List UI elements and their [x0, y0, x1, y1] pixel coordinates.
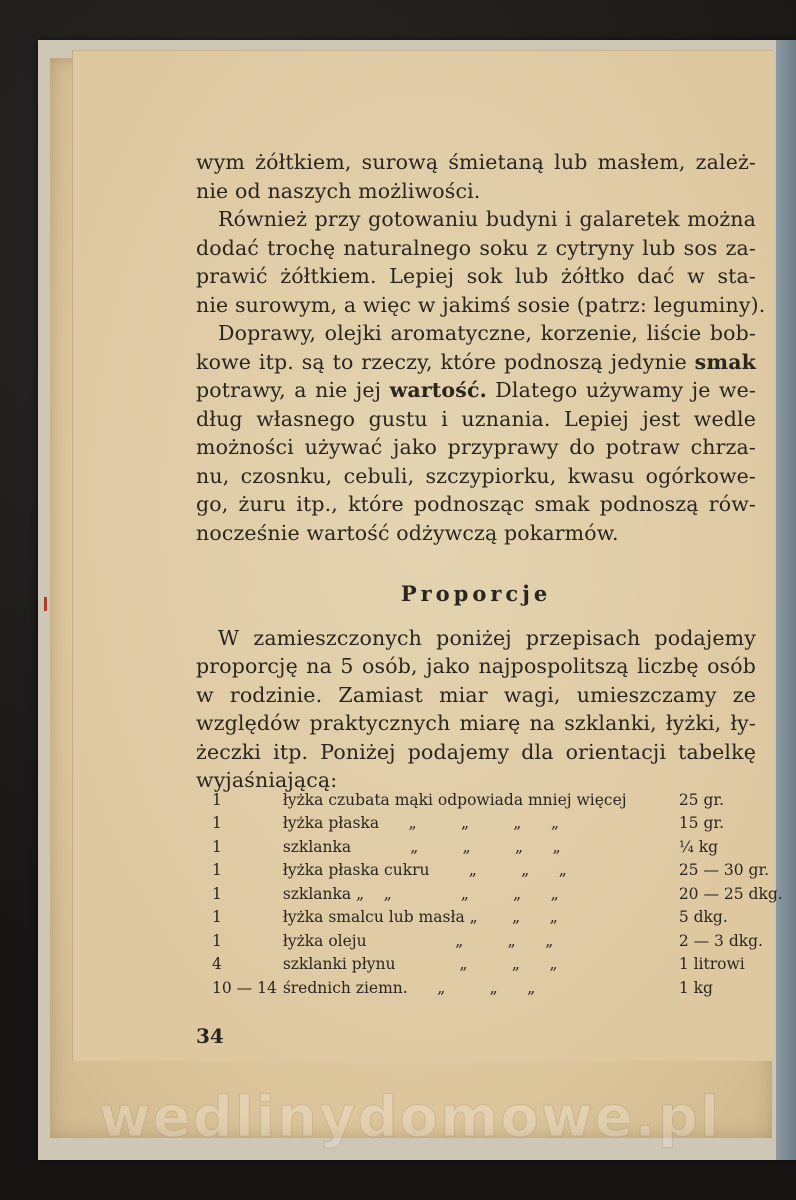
row-quantity: 1 [212, 814, 222, 833]
text-line: nu, czosnku, cebuli, szczypiorku, kwasu ogórkowe- [196, 463, 756, 488]
row-description: łyżka smalcu lub masła „ „ „ [282, 908, 558, 927]
text-fragment: Dlatego używamy je we- [486, 378, 756, 402]
row-amount: 15 gr. [678, 814, 725, 833]
page-number: 34 [196, 1024, 224, 1048]
row-description: szklanka „ „ „ „ [282, 837, 561, 856]
row-quantity: 1 [212, 790, 222, 809]
text-line: nie od naszych możliwości. [196, 178, 481, 203]
text-line: W zamieszczonych poniżej przepisach podajemy [218, 625, 756, 650]
emphasis-wartosc: wartość. [389, 378, 487, 402]
text-line: dodać trochę naturalnego soku z cytryny lub sos za- [196, 235, 756, 260]
row-amount: 2 — 3 dkg. [678, 931, 763, 950]
table-row [212, 906, 783, 930]
row-quantity: 4 [212, 955, 222, 974]
text-line [196, 376, 756, 405]
text-line: w rodzinie. Zamiast miar wagi, umieszczamy ze [196, 682, 756, 707]
row-quantity: 1 [212, 837, 222, 856]
row-amount: 25 — 30 gr. [678, 861, 770, 880]
text-line: możności używać jako przyprawy do potraw chrza- [196, 435, 756, 459]
row-description: łyżka płaska „ „ „ „ [282, 814, 560, 833]
row-amount: 1 kg [678, 978, 713, 997]
table-row [212, 929, 783, 953]
row-description: łyżka czubata mąki odpowiada mniej więcej [282, 790, 627, 809]
row-amount: 1 litrowi [678, 955, 745, 974]
text-line: żeczki itp. Poniżej podajemy dla orientacji tabelkę [196, 739, 756, 764]
table-row [212, 976, 783, 1000]
red-ink-mark [44, 597, 47, 611]
body-text [196, 148, 766, 795]
text-line: go, żuru itp., które podnosząc smak podnoszą rów- [196, 492, 756, 516]
text-line: względów praktycznych miarę na szklanki, łyżki, ły- [196, 711, 756, 735]
proportions-table [212, 788, 783, 1000]
text-line: nie surowym, a więc w jakimś sosie (patrz: leguminy). [196, 292, 766, 317]
text-line: wyjaśniającą: [196, 768, 338, 792]
text-line: nocześnie wartość odżywczą pokarmów. [196, 520, 619, 545]
table-row [212, 812, 783, 836]
text-fragment: kowe itp. są to rzeczy, które podnoszą jedynie [196, 349, 695, 374]
row-amount: 5 dkg. [678, 908, 728, 927]
row-description: średnich ziemn. „ „ „ [282, 978, 536, 997]
row-description: łyżka płaska cukru „ „ „ [282, 861, 567, 880]
emphasis-smak: smak [694, 349, 756, 374]
text-line: Doprawy, olejki aromatyczne, korzenie, liście bob- [218, 321, 756, 345]
text-line: Również przy gotowaniu budyni i galaretek można [218, 207, 756, 231]
section-heading: Proporcje [400, 581, 552, 606]
text-fragment: potrawy, a nie jej [196, 378, 390, 402]
watermark: wedlinydomowe.pl [98, 1085, 722, 1150]
row-description: szklanki płynu „ „ „ [282, 955, 558, 974]
text-line: wym żółtkiem, surową śmietaną lub masłem, zależ- [196, 150, 756, 174]
table-row [212, 788, 783, 812]
text-line: dług własnego gustu i uznania. Lepiej jest wedle [196, 406, 756, 431]
text-line [196, 348, 756, 377]
row-amount: 20 — 25 dkg. [678, 884, 783, 903]
row-description: szklanka „ „ „ „ „ [282, 884, 559, 903]
table-row [212, 859, 783, 883]
row-quantity: 1 [212, 861, 222, 880]
text-line: proporcję na 5 osób, jako najpospolitszą liczbę osób [196, 654, 756, 678]
row-quantity: 1 [212, 931, 222, 950]
table-row [212, 953, 783, 977]
row-quantity: 1 [212, 884, 222, 903]
row-quantity: 1 [212, 908, 222, 927]
table-row [212, 882, 783, 906]
row-amount: 25 gr. [678, 790, 725, 809]
table-row [212, 835, 783, 859]
row-amount: ¼ kg [678, 837, 719, 856]
row-quantity: 10 — 14 [212, 978, 277, 997]
row-description: łyżka oleju „ „ „ [282, 931, 554, 950]
text-line: prawić żółtkiem. Lepiej sok lub żółtko dać w sta- [196, 264, 756, 288]
